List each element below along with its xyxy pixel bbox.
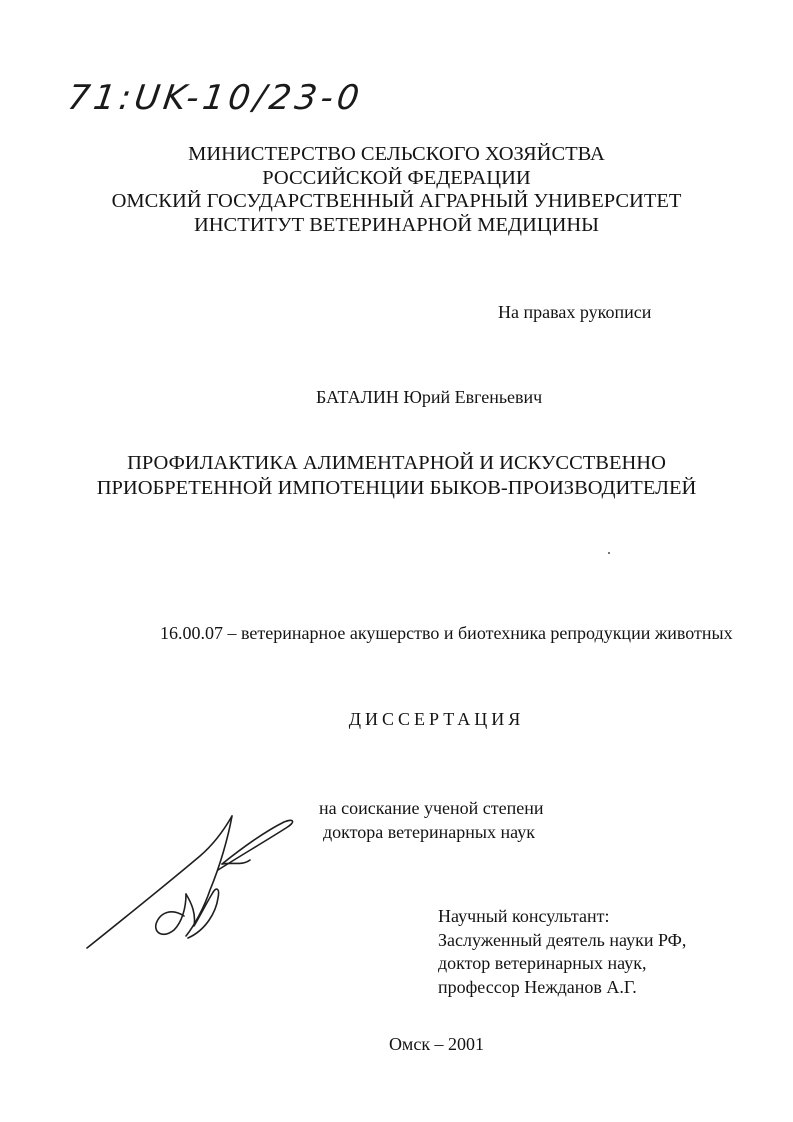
consultant-line: Заслуженный деятель науки РФ, (438, 929, 687, 950)
degree-line: доктора ветеринарных наук (323, 822, 535, 842)
consultant-line: доктор ветеринарных наук, (438, 953, 647, 973)
ministry-line: ИНСТИТУТ ВЕТЕРИНАРНОЙ МЕДИЦИНЫ (193, 213, 600, 236)
ministry-header (0, 143, 793, 237)
ministry-line: РОССИЙСКОЙ ФЕДЕРАЦИИ (262, 166, 531, 189)
document-type: ДИССЕРТАЦИЯ (348, 709, 525, 729)
degree-statement (319, 796, 544, 844)
city-year: Омск – 2001 (388, 1034, 485, 1054)
manuscript-rights-note: На правах рукописи (498, 302, 652, 322)
consultant-line: Научный консультант: (438, 906, 610, 926)
handwritten-signature (82, 808, 312, 953)
ministry-line: МИНИСТЕРСТВО СЕЛЬСКОГО ХОЗЯЙСТВА (188, 143, 605, 165)
scan-speck (608, 552, 610, 554)
handwritten-catalog-code: 71:UK-10/23-0 (65, 78, 366, 118)
specialty-code: 16.00.07 – ветеринарное акушерство и биотехника репродукции животных (160, 623, 733, 643)
consultant-line: профессор Нежданов А.Г. (438, 976, 637, 997)
scientific-consultant (438, 905, 686, 999)
degree-line: на соискание ученой степени (319, 798, 544, 818)
ministry-line: ОМСКИЙ ГОСУДАРСТВЕННЫЙ АГРАРНЫЙ УНИВЕРСИТЕТ (111, 190, 682, 212)
dissertation-title (0, 451, 793, 501)
title-line: ПРОФИЛАКТИКА АЛИМЕНТАРНОЙ И ИСКУССТВЕННО (127, 452, 666, 474)
title-line: ПРИОБРЕТЕННОЙ ИМПОТЕНЦИИ БЫКОВ-ПРОИЗВОДИТЕЛЕЙ (96, 477, 697, 499)
author-name: БАТАЛИН Юрий Евгеньевич (316, 387, 543, 407)
